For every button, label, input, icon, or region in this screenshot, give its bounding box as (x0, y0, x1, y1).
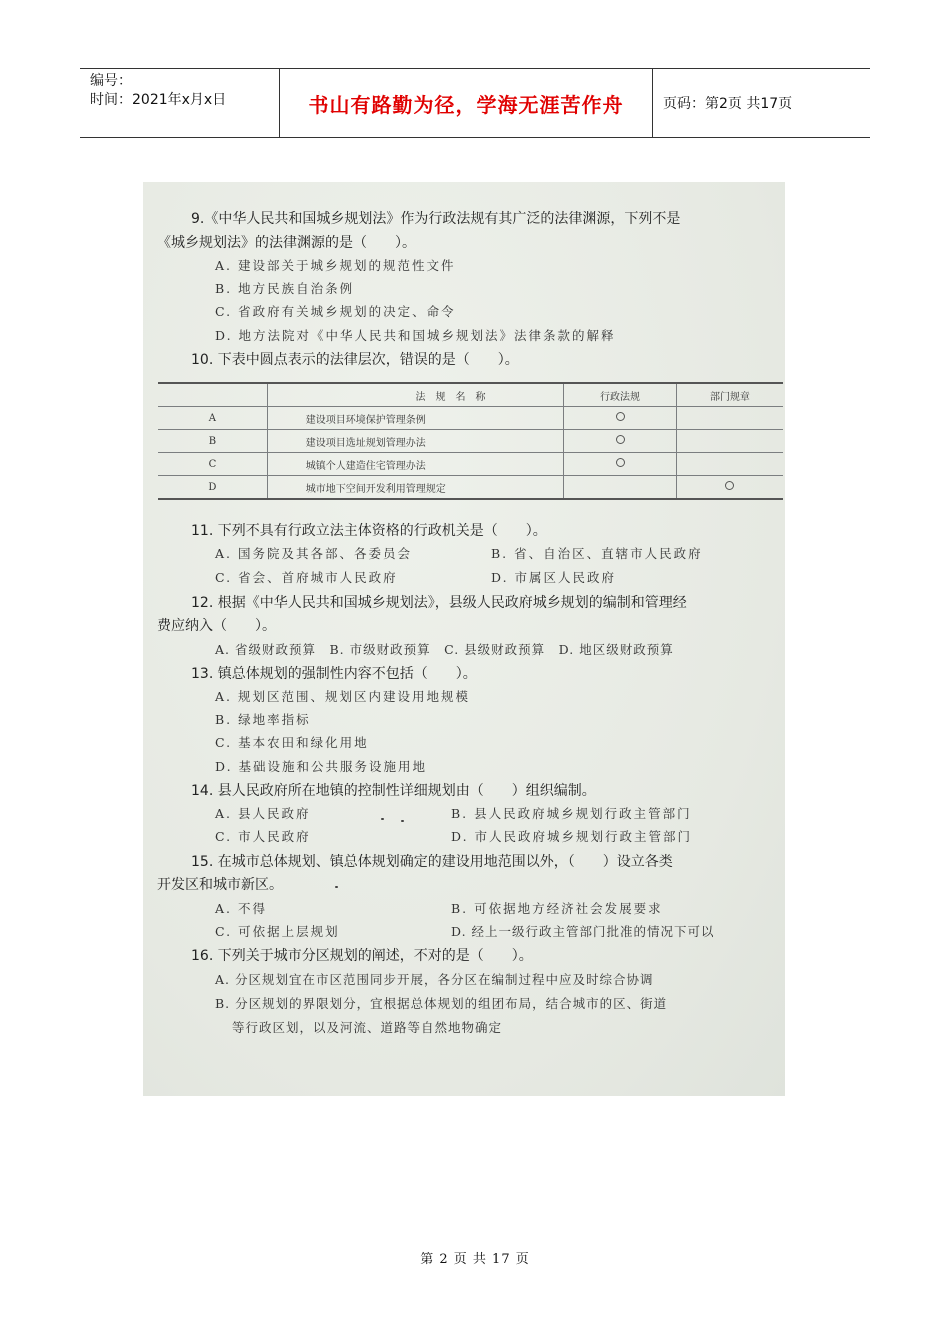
table-row (158, 476, 783, 500)
q9-option-b: B. 地方民族自治条例 (215, 281, 355, 296)
q15-option-c: C. 可依据上层规划 (215, 924, 340, 939)
law-level-table (158, 382, 783, 500)
q11-question: 11. 下列不具有行政立法主体资格的行政机关是（ ）。 (191, 523, 547, 539)
q13-option-b: B. 绿地率指标 (215, 712, 311, 727)
q9-option-d: D. 地方法院对《中华人民共和国城乡规划法》法律条款的解释 (215, 328, 616, 343)
row-label: C (158, 453, 267, 476)
q11-option-d: D. 市属区人民政府 (491, 570, 617, 585)
q11-option-b: B. 省、自治区、直辖市人民政府 (491, 546, 703, 561)
q12-options: A. 省级财政预算 B. 市级财政预算 C. 县级财政预算 D. 地区级财政预算 (215, 642, 674, 657)
q10-question: 10. 下表中圆点表示的法律层次，错误的是（ ）。 (191, 352, 519, 368)
scanned-exam-image (143, 182, 785, 1096)
q14-option-d: D. 市人民政府城乡规划行政主管部门 (451, 829, 693, 844)
q14-option-b: B. 县人民政府城乡规划行政主管部门 (451, 806, 692, 821)
q9-line2: 《城乡规划法》的法律渊源的是（ ）。 (157, 235, 416, 251)
q16-option-b-line1: B. 分区规划的界限划分，宜根据总体规划的组团布局，结合城市的区、街道 (215, 996, 668, 1011)
q16-option-a: A. 分区规划宜在市区范围同步开展，各分区在编制过程中应及时综合协调 (215, 972, 654, 987)
q16-question: 16. 下列关于城市分区规划的阐述，不对的是（ ）。 (191, 948, 533, 964)
q12-line2: 费应纳入（ ）。 (157, 618, 276, 634)
table-header-cell (158, 383, 267, 407)
q11-option-a: A. 国务院及其各部、各委员会 (215, 546, 412, 561)
q15-option-d: D. 经上一级行政主管部门批准的情况下可以 (451, 924, 715, 939)
q13-option-a: A. 规划区范围、规划区内建设用地规模 (215, 689, 470, 704)
table-header-row (158, 383, 783, 407)
row-name: 建设项目环境保护管理条例 (267, 407, 563, 430)
q15-option-a: A. 不得 (215, 901, 267, 916)
row-name: 城镇个人建造住宅管理办法 (267, 453, 563, 476)
q11-option-c: C. 省会、首府城市人民政府 (215, 570, 398, 585)
scan-speck (401, 820, 404, 822)
q15-line2: 开发区和城市新区。 (157, 877, 283, 893)
page-header (80, 68, 870, 138)
q14-question: 14. 县人民政府所在地镇的控制性详细规划由（ ）组织编制。 (191, 783, 596, 799)
q9-option-a: A. 建设部关于城乡规划的规范性文件 (215, 258, 456, 273)
circle-mark-icon (616, 458, 625, 467)
dept-rule-cell (676, 430, 783, 453)
row-label: D (158, 476, 267, 500)
number-label: 编号： (90, 73, 132, 89)
header-page-label: 页码：第2页 共17页 (663, 96, 793, 112)
header-meta (80, 69, 280, 137)
q12-line1: 12. 根据《中华人民共和国城乡规划法》，县级人民政府城乡规划的编制和管理经 (191, 595, 687, 611)
admin-regulation-cell (564, 430, 677, 453)
row-label: A (158, 407, 267, 430)
q15-option-b: B. 可依据地方经济社会发展要求 (451, 901, 663, 916)
circle-mark-icon (725, 481, 734, 490)
dept-rule-cell (676, 476, 783, 500)
q15-line1: 15. 在城市总体规划、镇总体规划确定的建设用地范围以外，（ ）设立各类 (191, 854, 673, 870)
q13-question: 13. 镇总体规划的强制性内容不包括（ ）。 (191, 666, 477, 682)
q14-option-a: A. 县人民政府 (215, 806, 311, 821)
table-header-cell: 法 规 名 称 (267, 383, 563, 407)
admin-regulation-cell (564, 407, 677, 430)
circle-mark-icon (616, 435, 625, 444)
page-footer: 第 2 页 共 17 页 (420, 1252, 530, 1267)
dept-rule-cell (676, 453, 783, 476)
table-header-cell: 行政法规 (564, 383, 677, 407)
table-header-cell: 部门规章 (676, 383, 783, 407)
q9-line1: 9.《中华人民共和国城乡规划法》作为行政法规有其广泛的法律渊源，下列不是 (191, 211, 681, 227)
q16-option-b-line2: 等行政区划，以及河流、道路等自然地物确定 (232, 1020, 503, 1035)
q13-option-d: D. 基础设施和公共服务设施用地 (215, 759, 428, 774)
q9-option-c: C. 省政府有关城乡规划的决定、命令 (215, 304, 456, 319)
header-motto: 书山有路勤为径，学海无涯苦作舟 (280, 69, 653, 137)
row-label: B (158, 430, 267, 453)
circle-mark-icon (616, 412, 625, 421)
row-name: 城市地下空间开发利用管理规定 (267, 476, 563, 500)
time-label: 时间：2021年x月x日 (90, 92, 227, 108)
row-name: 建设项目选址规划管理办法 (267, 430, 563, 453)
admin-regulation-cell (564, 453, 677, 476)
dept-rule-cell (676, 407, 783, 430)
table-row (158, 407, 783, 430)
scan-speck (381, 818, 384, 820)
table-row (158, 430, 783, 453)
table-row (158, 453, 783, 476)
q13-option-c: C. 基本农田和绿化用地 (215, 735, 369, 750)
admin-regulation-cell (564, 476, 677, 500)
q14-option-c: C. 市人民政府 (215, 829, 311, 844)
scan-speck (335, 886, 338, 888)
